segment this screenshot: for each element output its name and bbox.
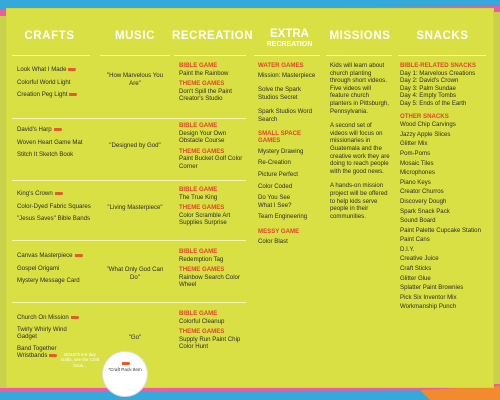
recreation-day-5: [179, 310, 251, 351]
theme-games: Supply Run Paint Chip Color Hunt: [179, 335, 241, 351]
header-snacks: SNACKS: [416, 30, 469, 42]
craft-item: Band Together Wristbands: [17, 344, 57, 360]
snack-item: Craft Sticks: [400, 265, 432, 273]
craft-pack-badge-label: *Craft Pack Item: [108, 367, 142, 372]
song-title: "Go": [128, 334, 142, 341]
snack-item: Paint Cans: [400, 236, 430, 244]
recreation-day-1: [179, 62, 251, 103]
snack-item: Jazzy Apple Slices: [400, 130, 451, 138]
snack-item: Splatter Paint Brownies: [400, 284, 464, 292]
header-crafts: CRAFTS: [24, 30, 75, 42]
crafts-group-4: [17, 252, 83, 285]
recreation-day-3: [179, 186, 251, 227]
craft-item: Mystery Message Card: [17, 277, 80, 285]
song-title: "How Marvelous You Are": [106, 72, 164, 87]
header-recreation: RECREATION: [172, 30, 254, 42]
messy-game-label: MESSY GAME: [258, 227, 300, 235]
theme-games: Color Scramble Art Supplies Surprise: [179, 211, 231, 227]
theme-games-label: THEME GAMES: [179, 204, 225, 212]
craft-pack-badge: [103, 352, 147, 396]
craft-item: Color-Dyed Fabric Squares: [17, 202, 91, 210]
snack-item: Day 2: David's Crown: [400, 77, 459, 85]
theme-games-label: THEME GAMES: [179, 147, 225, 155]
craft-pack-icon: [75, 254, 83, 257]
water-game: Spark Studios Word Search: [258, 108, 313, 123]
theme-games-label: THEME GAMES: [179, 266, 225, 274]
snack-item: D.I.Y.: [400, 245, 415, 253]
row-separator: [12, 302, 246, 303]
small-space-game: Re-Creation: [258, 159, 291, 167]
craft-pack-icon: [54, 128, 62, 131]
snack-item: Workmanship Punch: [400, 303, 457, 311]
row-separator: [12, 118, 246, 119]
water-game: Solve the Spark Studios Secret: [258, 86, 302, 101]
row-separator: [12, 180, 246, 181]
recreation-day-4: [179, 248, 251, 289]
craft-item: David's Harp: [17, 126, 83, 134]
header-rule: [174, 55, 246, 56]
craft-item: King's Crown: [17, 190, 91, 198]
song-title: "Designed by God": [109, 142, 161, 149]
small-space-game: Picture Perfect: [258, 170, 298, 178]
crafts-group-3: [17, 190, 91, 223]
bible-game-label: BIBLE GAME: [179, 310, 218, 317]
theme-games: Rainbow Search Color Wheel: [179, 273, 240, 289]
crafts-group-1: [17, 66, 77, 99]
water-games-label: WATER GAMES: [258, 62, 304, 69]
bible-game: Redemption Tag: [179, 255, 224, 263]
snack-item: Day 1: Marvelous Creations: [400, 69, 476, 77]
bible-snacks-label: BIBLE-RELATED SNACKS: [400, 62, 477, 69]
craft-item: Church On Mission: [17, 314, 97, 322]
snack-item: Mosaic Tiles: [400, 159, 434, 167]
snack-item: Wood Chip Carvings: [400, 121, 456, 129]
small-space-game: Mystery Drawing: [258, 147, 304, 155]
header-music: MUSIC: [114, 30, 156, 42]
extra-recreation-column: [258, 62, 324, 245]
craft-item: Woven Heart Game Mat: [17, 138, 83, 146]
song-title: "Living Masterpiece": [107, 204, 163, 211]
craft-item: Colorful World Light: [17, 78, 71, 86]
snack-item: Pom-Poms: [400, 149, 431, 157]
missions-paragraph: A hands-on mission project will be offered to help kids serve people in their communities.: [330, 182, 388, 220]
song-title: "What Only God Can Do": [106, 266, 164, 281]
other-snacks-label: OTHER SNACKS: [400, 112, 449, 120]
theme-games: Don't Spill the Paint Creator's Studio: [179, 87, 232, 103]
snack-item: Creator Churros: [400, 188, 444, 196]
craft-pack-icon: [68, 68, 76, 71]
theme-games-label: THEME GAMES: [179, 328, 225, 336]
craft-item: Stitch It Sketch Book: [17, 151, 74, 159]
snack-item: Pick Six Inventor Mix: [400, 293, 457, 301]
recreation-day-2: [179, 122, 251, 171]
small-space-game: Do You See What I See?: [258, 194, 292, 209]
footer-note: BOLD'S 5-6 day crafts, see the Craft book...: [60, 352, 100, 368]
bible-game-label: BIBLE GAME: [179, 186, 218, 193]
snack-item: Creative Juice: [400, 255, 439, 263]
snack-item: Paint Palette Cupcake Station: [400, 226, 481, 234]
craft-item: Canvas Masterpiece: [17, 252, 83, 260]
small-space-game: Color Coded: [258, 182, 293, 190]
header-rule: [12, 55, 90, 56]
bible-game: Colorful Cleanup: [179, 317, 225, 325]
craft-item: Twirly Whirly Wind Gadget: [17, 325, 67, 341]
small-space-game: Team Engineering: [258, 213, 308, 221]
missions-paragraph: Kids will learn about church planting through short videos. Five videos will feature church planters in Pittsburgh, Pennsylvania.: [330, 62, 389, 115]
craft-pack-icon: [49, 354, 57, 357]
snack-item: Spark Snack Pack: [400, 207, 450, 215]
snack-item: Piano Keys: [400, 178, 431, 186]
theme-games: Paint Bucket Golf Color Corner: [179, 155, 243, 170]
bible-game-label: BIBLE GAME: [179, 62, 218, 69]
craft-pack-icon: [69, 93, 77, 96]
bible-game: Paint the Rainbow: [179, 69, 229, 77]
snack-item: Glitter Mix: [400, 140, 428, 148]
theme-games-label: THEME GAMES: [179, 80, 225, 88]
snack-item: Day 3: Palm Sundae: [400, 84, 456, 92]
craft-pack-icon: [55, 192, 63, 195]
header-extra: EXTRA: [270, 28, 309, 40]
bible-game: The True King: [179, 193, 218, 201]
craft-pack-icon: [122, 362, 130, 365]
bible-game-label: BIBLE GAME: [179, 122, 218, 129]
missions-column: [330, 62, 390, 220]
missions-paragraph: A second set of videos will focus on missionaries in Guatemala and the creative work they are doing to reach people with the good news.: [330, 122, 390, 175]
row-separator: [12, 240, 246, 241]
water-game: Mission: Masterpiece: [258, 71, 316, 79]
craft-item: Gospel Origami: [17, 264, 60, 272]
header-rule: [398, 55, 486, 56]
header-rule: [254, 55, 320, 56]
crafts-group-2: [17, 126, 83, 159]
snacks-column: [400, 62, 492, 311]
header-rule: [326, 55, 392, 56]
snack-item: Day 5: Ends of the Earth: [400, 99, 467, 107]
craft-pack-icon: [71, 316, 79, 319]
bible-game-label: BIBLE GAME: [179, 248, 218, 255]
bible-game: Design Your Own Obstacle Course: [179, 129, 227, 145]
snack-item: Sound Board: [400, 217, 436, 225]
snack-item: Discovery Dough: [400, 197, 447, 205]
craft-item: "Jesus Saves" Bible Bands: [17, 215, 91, 223]
header-missions: MISSIONS: [329, 30, 391, 42]
snack-item: Glitter Glue: [400, 274, 431, 282]
header-extra-sub: RECREATION: [266, 41, 313, 48]
header-rule: [100, 55, 170, 56]
messy-game: Color Blast: [258, 237, 288, 245]
snack-item: Microphones: [400, 169, 435, 177]
snack-item: Day 4: Empty Tombs: [400, 92, 457, 100]
craft-item: Look What I Made: [17, 66, 77, 74]
craft-item: Creation Peg Light: [17, 91, 77, 99]
small-space-games-label: SMALL SPACE GAMES: [258, 129, 302, 145]
